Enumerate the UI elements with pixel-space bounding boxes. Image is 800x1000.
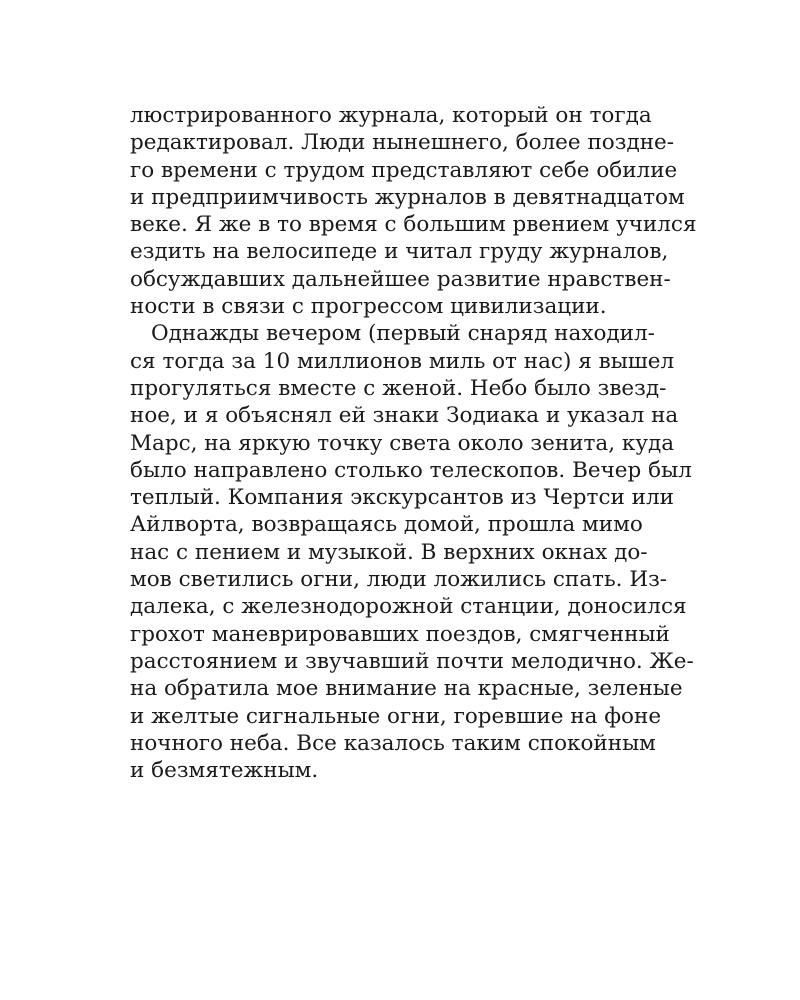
text-line: далека, с железнодорожной станции, доносился	[130, 594, 687, 620]
text-line: ездить на велосипеде и читал груду журналов,	[130, 239, 669, 265]
text-line: редактировал. Люди нынешнего, более поздне-	[130, 130, 675, 156]
text-line: теплый. Компания экскурсантов из Чертси или	[130, 485, 674, 511]
text-line: ности в связи с прогрессом цивилизации.	[130, 294, 607, 320]
text-line: нас с пением и музыкой. В верхних окнах до-	[130, 539, 648, 565]
text-line: и безмятежным.	[130, 758, 319, 784]
text-line: грохот маневрировавших поездов, смягченный	[130, 621, 670, 647]
text-line: ное, и я объяснял ей знаки Зодиака и указал на	[130, 403, 679, 429]
text-line: веке. Я же в то время с большим рвением учился	[130, 212, 697, 238]
text-line: Марс, на яркую точку света около зенита, куда	[130, 430, 675, 456]
text-line: Айлворта, возвращаясь домой, прошла мимо	[130, 512, 643, 538]
text-line: люстрированного журнала, который он тогда	[130, 103, 652, 128]
text-line: мов светились огни, люди ложились спать. Из-	[130, 567, 668, 593]
text-line: ся тогда за 10 миллионов миль от нас) я вышел	[130, 348, 675, 374]
text-line: го времени с трудом представляют себе обилие	[130, 157, 678, 183]
text-line: и предприимчивость журналов в девятнадцатом	[130, 184, 685, 210]
paragraph-start-line: Однажды вечером (первый снаряд находил-	[151, 321, 655, 347]
text-line: обсуждавших дальнейшее развитие нравствен-	[130, 266, 671, 292]
text-line: прогуляться вместе с женой. Небо было звезд-	[130, 375, 667, 401]
body-text	[130, 102, 697, 784]
text-line: расстоянием и звучавший почти мелодично. Же-	[130, 648, 694, 674]
text-line: на обратила мое внимание на красные, зеленые	[130, 676, 683, 702]
text-line: ночного неба. Все казалось таким спокойным	[130, 730, 656, 756]
text-line: и желтые сигнальные огни, горевшие на фоне	[130, 703, 662, 729]
text-line: было направлено столько телескопов. Вечер был	[130, 457, 692, 483]
